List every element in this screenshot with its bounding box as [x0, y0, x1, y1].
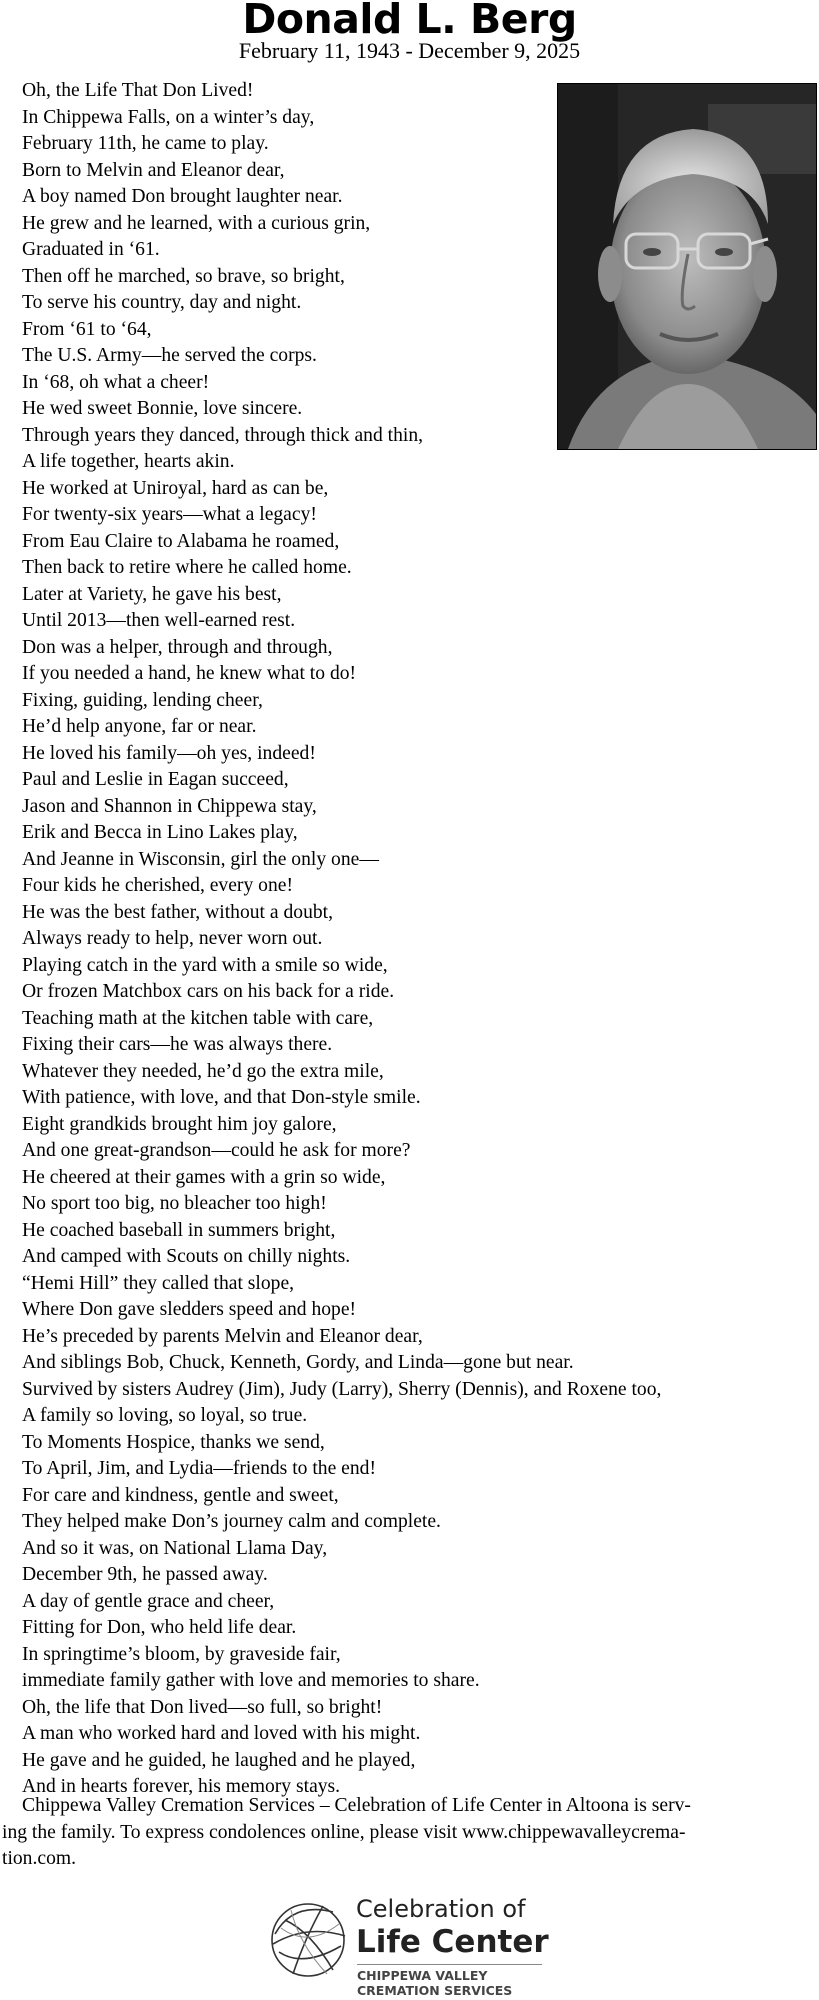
poem-line: Then back to retire where he called home.	[22, 557, 352, 578]
poem-line: December 9th, he passed away.	[22, 1564, 268, 1585]
poem-line: In springtime’s bloom, by graveside fair,	[22, 1643, 341, 1665]
poem-line: Eight grandkids brought him joy galore,	[22, 1113, 337, 1135]
poem-line: Teaching math at the kitchen table with care,	[22, 1007, 374, 1029]
poem-line: He coached baseball in summers bright,	[22, 1219, 336, 1241]
poem-line: And Jeanne in Wisconsin, girl the only one—	[22, 848, 379, 870]
poem-line: And one great-grandson—could he ask for more?	[22, 1140, 411, 1161]
poem-line: He worked at Uniroyal, hard as can be,	[22, 477, 329, 499]
poem-line: To April, Jim, and Lydia—friends to the end!	[22, 1458, 376, 1479]
poem-line: He grew and he learned, with a curious grin,	[22, 212, 371, 234]
poem-line: From Eau Claire to Alabama he roamed,	[22, 530, 340, 552]
logo-subtitle	[357, 1968, 512, 1998]
obituary-name: Donald L. Berg	[242, 0, 577, 43]
poem-line: Erik and Becca in Lino Lakes play,	[22, 822, 298, 843]
poem-line: They helped make Don’s journey calm and complete.	[22, 1511, 441, 1532]
poem-line: Paul and Leslie in Eagan succeed,	[22, 769, 289, 790]
poem-line: A boy named Don brought laughter near.	[22, 186, 343, 207]
poem-line: Jason and Shannon in Chippewa stay,	[22, 795, 317, 817]
logo-subtitle-line-1: CHIPPEWA VALLEY	[357, 1968, 488, 1983]
poem-line: And in hearts forever, his memory stays.	[22, 1776, 341, 1797]
poem-line: “Hemi Hill” they called that slope,	[22, 1272, 295, 1294]
poem-line: Fixing their cars—he was always there.	[22, 1034, 333, 1055]
poem-line: A family so loving, so loyal, so true.	[22, 1405, 308, 1426]
poem-line: To serve his country, day and night.	[22, 292, 302, 313]
poem-line: Born to Melvin and Eleanor dear,	[22, 159, 285, 181]
poem-line: immediate family gather with love and memories to share.	[22, 1670, 480, 1691]
funeral-home-logo	[263, 1890, 563, 2000]
poem-line: Until 2013—then well-earned rest.	[22, 610, 296, 631]
poem-line: Where Don gave sledders speed and hope!	[22, 1299, 357, 1320]
poem-line: With patience, with love, and that Don-style smile.	[22, 1087, 421, 1108]
poem-line: Playing catch in the yard with a smile so wide,	[22, 954, 388, 976]
poem-line: Later at Variety, he gave his best,	[22, 583, 282, 605]
poem-line: A life together, hearts akin.	[22, 451, 235, 472]
poem-line: He’d help anyone, far or near.	[22, 716, 257, 737]
poem-line: Graduated in ‘61.	[22, 239, 160, 260]
poem-line: He wed sweet Bonnie, love sincere.	[22, 398, 303, 419]
closing-line: ing the family. To express condolences online, please visit www.chippewavalleycrema-	[2, 1821, 686, 1843]
poem-line: For twenty-six years—what a legacy!	[22, 504, 317, 525]
poem-line: And siblings Bob, Chuck, Kenneth, Gordy, and Linda—gone but near.	[22, 1352, 574, 1373]
logo-divider	[357, 1964, 542, 1965]
poem-line: Four kids he cherished, every one!	[22, 875, 293, 896]
poem-line: From ‘61 to ‘64,	[22, 318, 152, 340]
poem-line: Oh, the life that Don lived—so full, so bright!	[22, 1696, 383, 1718]
life-dates: February 11, 1943 - December 9, 2025	[238, 38, 581, 63]
poem-line: He was the best father, without a doubt,	[22, 901, 334, 923]
poem-line: Don was a helper, through and through,	[22, 636, 333, 658]
closing-line: tion.com.	[2, 1848, 77, 1869]
logo-subtitle-line-2: CREMATION SERVICES	[357, 1983, 513, 1998]
poem-line: Whatever they needed, he’d go the extra mile,	[22, 1060, 384, 1082]
poem-line: He’s preceded by parents Melvin and Eleanor dear,	[22, 1325, 423, 1347]
poem-line: The U.S. Army—he served the corps.	[22, 345, 317, 366]
poem-line: Then off he marched, so brave, so bright,	[22, 265, 345, 287]
poem-text	[22, 78, 661, 1801]
poem-line: He cheered at their games with a grin so wide,	[22, 1166, 386, 1188]
poem-line: Always ready to help, never worn out.	[22, 928, 323, 949]
poem-line: Survived by sisters Audrey (Jim), Judy (Larry), Sherry (Dennis), and Roxene too,	[22, 1378, 662, 1400]
poem-line: He loved his family—oh yes, indeed!	[22, 742, 316, 764]
poem-line: And camped with Scouts on chilly nights.	[22, 1246, 351, 1267]
poem-line: No sport too big, no bleacher too high!	[22, 1193, 327, 1214]
poem-line: He gave and he guided, he laughed and he played,	[22, 1749, 416, 1771]
closing-line: Chippewa Valley Cremation Services – Celebration of Life Center in Altoona is serv-	[22, 1795, 691, 1816]
logo-line-1: Celebration of	[356, 1895, 526, 1923]
closing-paragraph	[2, 1793, 808, 1873]
logo-line-2: Life Center	[356, 1924, 549, 1960]
poem-line: A man who worked hard and loved with his might.	[22, 1723, 421, 1744]
poem-line: Or frozen Matchbox cars on his back for a ride.	[22, 981, 395, 1002]
poem-line: Oh, the Life That Don Lived!	[22, 80, 254, 101]
poem-line: To Moments Hospice, thanks we send,	[22, 1431, 325, 1453]
poem-line: February 11th, he came to play.	[22, 133, 269, 154]
circular-swirl-logo-icon	[263, 1890, 353, 1990]
poem-line: Fixing, guiding, lending cheer,	[22, 689, 263, 711]
poem-line: In Chippewa Falls, on a winter’s day,	[22, 106, 315, 128]
poem-line: In ‘68, oh what a cheer!	[22, 371, 210, 393]
poem-line: Fitting for Don, who held life dear.	[22, 1617, 297, 1638]
poem-line: And so it was, on National Llama Day,	[22, 1537, 328, 1559]
poem-line: A day of gentle grace and cheer,	[22, 1590, 275, 1612]
poem-line: For care and kindness, gentle and sweet,	[22, 1484, 339, 1506]
poem-line: If you needed a hand, he knew what to do!	[22, 663, 357, 684]
poem-line: Through years they danced, through thick and thin,	[22, 424, 424, 446]
